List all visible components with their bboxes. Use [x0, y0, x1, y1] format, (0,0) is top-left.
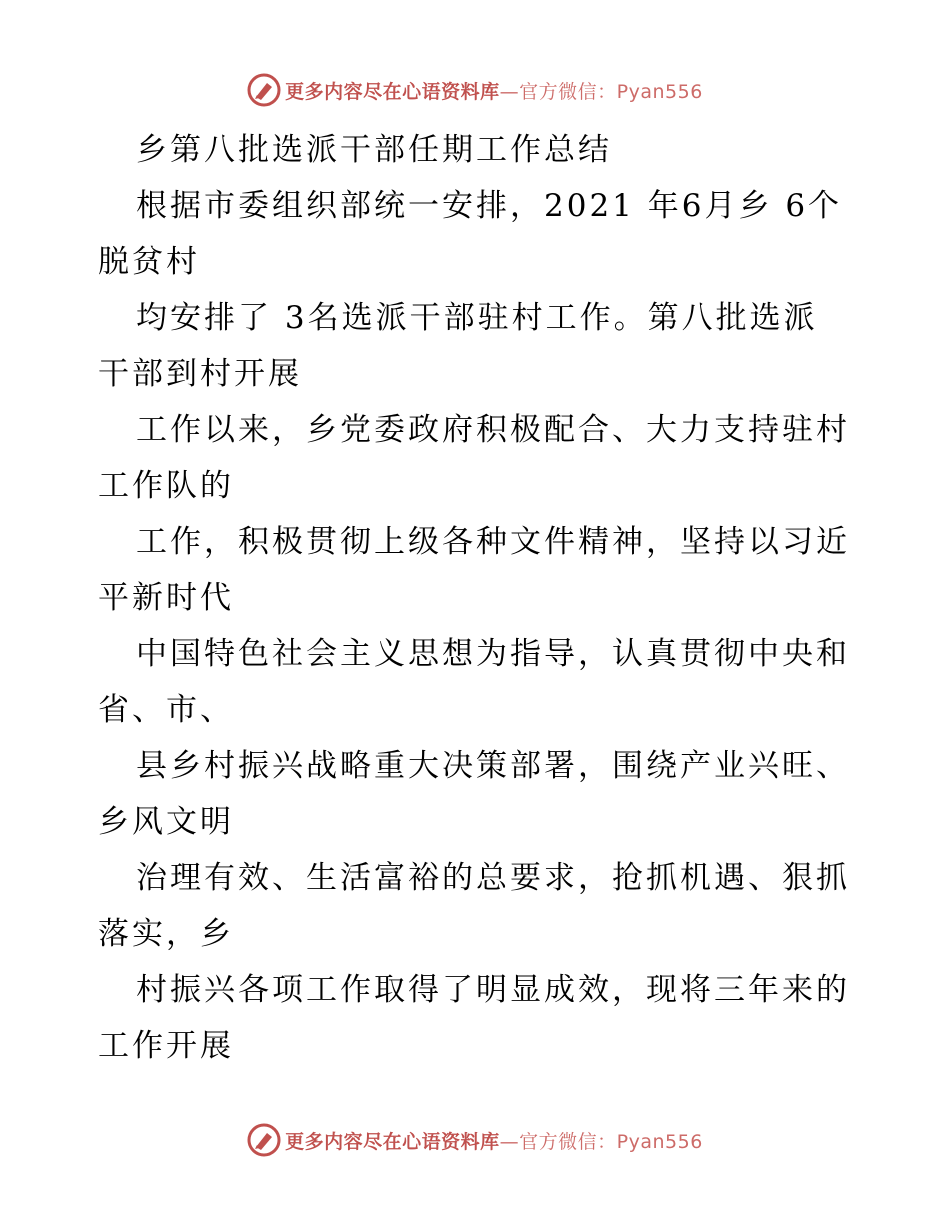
- watermark-contact: —官方微信：Pyan556: [499, 1130, 703, 1153]
- pen-logo-icon: [247, 73, 281, 107]
- text-line: 平新时代: [98, 580, 234, 616]
- text-line: 工作以来，乡党委政府积极配合、大力支持驻村: [136, 412, 850, 448]
- text-line: 均安排了 3名选派干部驻村工作。第八批选派: [136, 300, 818, 336]
- watermark-brand: 更多内容尽在心语资料库: [285, 1130, 500, 1153]
- header-watermark: [0, 70, 950, 110]
- document-title: 乡第八批选派干部任期工作总结: [136, 132, 612, 168]
- text-line: 村振兴各项工作取得了明显成效，现将三年来的: [136, 972, 850, 1008]
- text-line: 工作队的: [98, 468, 234, 504]
- text-line: 县乡村振兴战略重大决策部署，围绕产业兴旺、: [136, 748, 850, 784]
- text-line: 中国特色社会主义思想为指导，认真贯彻中央和: [136, 636, 850, 672]
- text-line: 工作，积极贯彻上级各种文件精神，坚持以习近: [136, 524, 850, 560]
- text-line: 脱贫村: [98, 244, 200, 280]
- footer-watermark: [0, 1120, 950, 1160]
- text-line: 省、市、: [98, 692, 234, 728]
- text-line: 落实，乡: [98, 916, 234, 952]
- watermark-contact: —官方微信：Pyan556: [499, 80, 703, 103]
- text-line: 乡风文明: [98, 804, 234, 840]
- watermark-brand: 更多内容尽在心语资料库: [285, 80, 500, 103]
- document-body: [98, 122, 858, 1074]
- text-line: 工作开展: [98, 1028, 234, 1064]
- text-line: 干部到村开展: [98, 356, 302, 392]
- text-line: 根据市委组织部统一安排，2021 年6月乡 6个: [136, 188, 843, 224]
- text-line: 治理有效、生活富裕的总要求，抢抓机遇、狠抓: [136, 860, 850, 896]
- pen-logo-icon: [247, 1123, 281, 1157]
